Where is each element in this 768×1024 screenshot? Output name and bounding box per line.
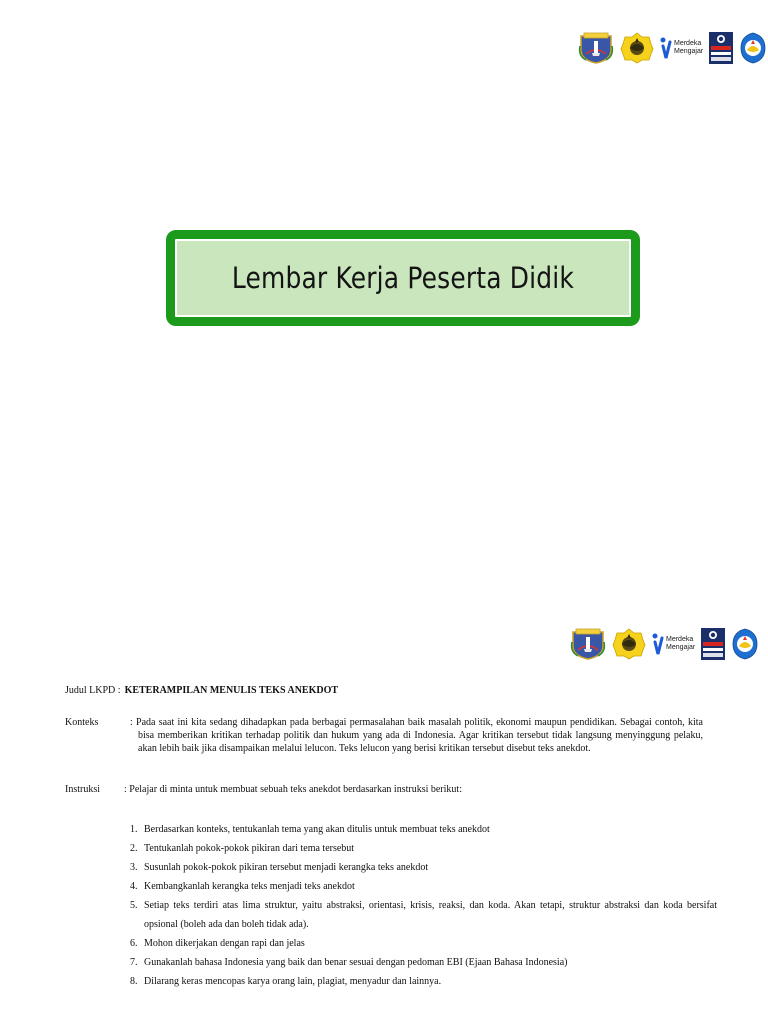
list-item: 7. Gunakanlah bahasa Indonesia yang baik dan benar sesuai dengan pedoman EBI (Ejaan Bahasa Indonesia) (130, 957, 568, 968)
merdeka-mengajar-icon (652, 632, 664, 656)
header-logos-top (578, 32, 767, 64)
tut-wuri-handayani-emblem-icon (620, 32, 654, 64)
list-item: 5. Setiap teks terdiri atas lima struktur, yaitu abstraksi, orientasi, krisis, reaksi, dan koda. Akan tetapi, struktur abstraksi dan koda bersifat opsional (boleh ada dan boleh tidak ada). (130, 900, 717, 930)
banner-title: Lembar Kerja Peserta Didik (231, 261, 575, 295)
list-item: 6. Mohon dikerjakan dengan rapi dan jelas (130, 938, 305, 949)
header-logos-page2 (570, 628, 759, 660)
jaya-raya-shield-icon (570, 628, 606, 660)
merdeka-mengajar-logo (660, 36, 703, 60)
tut-wuri-handayani-emblem-icon (612, 628, 646, 660)
jaya-raya-shield-icon (578, 32, 614, 64)
merdeka-mengajar-logo (652, 632, 695, 656)
list-item: 2. Tentukanlah pokok-pokok pikiran dari tema tersebut (130, 843, 355, 854)
kurikulum-merdeka-badge-icon (709, 32, 733, 64)
mengajar-label: Mengajar (666, 644, 696, 651)
kurikulum-merdeka-badge-icon (701, 628, 725, 660)
merdeka-label: Merdeka (666, 636, 694, 643)
lkpd-title-banner (166, 230, 640, 326)
judul-row (65, 684, 338, 697)
kemendikbud-emblem-icon (731, 628, 759, 660)
konteks-value: : Pada saat ini kita sedang dihadapkan pada berbagai permasalahan baik masalah politik, ekonomi maupun pendidikan. Sebagai contoh, kita bisa memberikan kritikan terhadap politik dan hukum yang ada di Indonesia. Agar kritikan tersebut tidak langsung menyinggung pelaku, akan lebih baik jika disampaikan melalui lelucon. Teks lelucon yang berisi kritikan tersebut disebut teks anekdot. (130, 717, 703, 754)
list-item: 3. Susunlah pokok-pokok pikiran tersebut menjadi kerangka teks anekdot (130, 862, 429, 873)
instruksi-value: : Pelajar di minta untuk membuat sebuah teks anekdot berdasarkan instruksi berikut: (124, 784, 462, 795)
judul-value: KETERAMPILAN MENULIS TEKS ANEKDOT (124, 685, 339, 696)
kemendikbud-emblem-icon (739, 32, 767, 64)
merdeka-label: Merdeka (674, 40, 702, 47)
instruksi-label: Instruksi (65, 784, 100, 795)
konteks-label: Konteks (65, 717, 99, 728)
list-item: 4. Kembangkanlah kerangka teks menjadi teks anekdot (130, 881, 355, 892)
mengajar-label: Mengajar (674, 48, 704, 55)
list-item: 1. Berdasarkan konteks, tentukanlah tema yang akan ditulis untuk membuat teks anekdot (130, 824, 490, 835)
judul-label: Judul LKPD : (65, 685, 121, 696)
instruction-steps (130, 820, 717, 991)
list-item: 8. Dilarang keras mencopas karya orang lain, plagiat, menyadur dan lainnya. (130, 976, 442, 987)
merdeka-mengajar-icon (660, 36, 672, 60)
